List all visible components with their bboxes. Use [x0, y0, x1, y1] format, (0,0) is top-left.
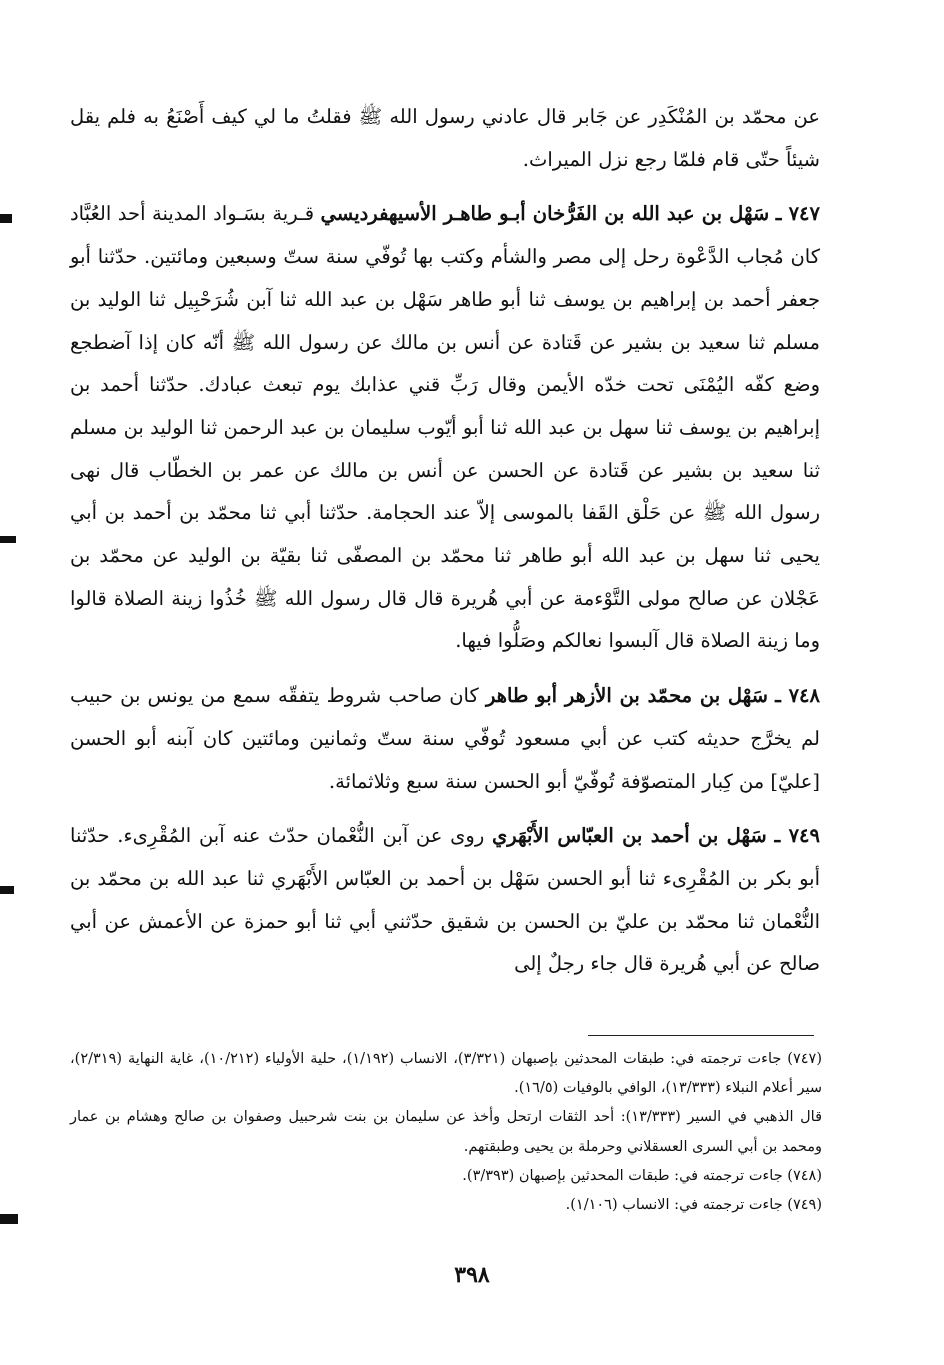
entry-name: سَهْل بن أحمد بن العبّاس الأَبْهَري	[492, 824, 767, 848]
footnote-749: (٧٤٩) جاءت ترجمته في: الانساب (١/١٠٦).	[565, 1197, 822, 1214]
scan-edge-mark	[0, 886, 14, 894]
entry-number: ٧٤٧ ـ	[775, 202, 820, 226]
main-text	[70, 96, 820, 986]
entry-text: كان صاحب شروط يتفقّه سمع من يونس بن حبيب لم يخرَّج حديثه كتب عن أبي مسعود تُوفّي سنة ستّ وثمانين ومائتين كان آبنه أبو الحسن [عليّ] من كِبار المتصوّفة تُوفّيّ أبو الحسن سنة سبع وثلاثمائة.	[70, 684, 820, 793]
footnote-747-comment: قال الذهبي في السير (١٣/٣٣٣): أحد الثقات ارتحل وأخذ عن سليمان بن بنت شرحبيل وصفوان بن صالح وهشام بن عمار ومحمد بن أبي السرى العسقلاني وحرملة بن يحيى وطبقتهم.	[70, 1109, 822, 1155]
footnotes	[70, 1045, 822, 1220]
scan-edge-mark	[0, 1214, 18, 1224]
entry-number: ٧٤٩ ـ	[774, 824, 820, 848]
footnote-747: (٧٤٧) جاءت ترجمته في: طبقات المحدثين بإصبهان (٣/٣٢١)، الانساب (١/١٩٢)، حلية الأولياء (١٠/٢١٢)، غاية النهاية (٢/٣١٩)، سير أعلام النبلاء (١٣/٣٣٣)، الوافي بالوفيات (١٦/٥).	[70, 1051, 822, 1097]
entry-text: قـرية بسَـواد المدينة أحد العُبَّاد كان مُجاب الدَّعْوة رحل إلى مصر والشأم وكتب بها تُوفّي سنة ستّ وسبعين ومائتين. حدّثنا أبو جعفر أحمد بن إبراهيم بن يوسف ثنا أبو طاهر سَهْل بن عبد الله ثنا آبن شُرَحْبِيل ثنا الوليد بن مسلم ثنا سعيد بن بشير عن قَتادة عن أنس بن مالك عن رسول الله ﷺ أنّه كان إذا آضطجع وضع كفّه اليُمْنَى تحت خدّه الأيمن وقال رَبِّ قني عذابك يوم تبعث عبادك. حدّثنا أحمد بن إبراهيم بن يوسف ثنا سهل بن عبد الله ثنا أبو أيّوب سليمان بن عبد الرحمن ثنا الوليد بن مسلم ثنا سعيد بن بشير عن قَتادة عن الحسن عن أنس بن مالك عن عمر بن الخطّاب قال نهى رسول الله ﷺ عن حَلْق القَفا بالموسى إلاّ عند الحجامة. حدّثنا أبي ثنا محمّد بن أحمد بن أبي يحيى ثنا سهل بن عبد الله أبو طاهر ثنا محمّد بن المصفّى ثنا بقيّة بن الوليد عن محمّد بن عَجْلان عن صالح مولى التَّوْءمة عن أبي هُريرة قال قال رسول الله ﷺ خُذُوا زينة الصلاة قالوا وما زينة الصلاة قال آلبسوا نعالكم وصَلُّوا فيها.	[70, 202, 820, 653]
intro-paragraph: عن محمّد بن المُنْكَدِر عن جَابر قال عادني رسول الله ﷺ فقلتُ ما لي كيف أَصْنَعُ به فلم يقل شيئاً حتّى قام فلمّا رجع نزل الميراث.	[70, 105, 820, 171]
entry-name: سَهْل بن عبد الله بن الفَرُّخان أبـو طاهـر الأسيهفرديسي	[320, 202, 770, 226]
scan-edge-mark	[0, 214, 12, 223]
scan-edge-mark	[0, 536, 16, 543]
footnote-separator	[588, 1035, 814, 1036]
entry-749	[70, 815, 820, 986]
entry-748	[70, 675, 820, 803]
entry-number: ٧٤٨ ـ	[775, 684, 820, 708]
entry-text: روى عن آبن النُّعْمان حدّث عنه آبن المُقْرِىء. حدّثنا أبو بكر بن المُقْرِىء ثنا أبو الحسن سَهْل بن أحمد بن العبّاس الأَبْهَري ثنا عبد الله بن محمّد بن النُّعْمان ثنا محمّد بن عليّ بن الحسن بن شقيق حدّثني أبي ثنا أبو حمزة عن الأعمش عن أبي صالح عن أبي هُريرة قال جاء رجلٌ إلى	[70, 824, 820, 976]
entry-747	[70, 193, 820, 663]
entry-name: سَهْل بن محمّد بن الأزهر أبو طاهر	[485, 684, 768, 708]
page-number: ٣٩٨	[454, 1262, 490, 1288]
footnote-748: (٧٤٨) جاءت ترجمته في: طبقات المحدثين بإصبهان (٣/٣٩٣).	[462, 1167, 822, 1184]
